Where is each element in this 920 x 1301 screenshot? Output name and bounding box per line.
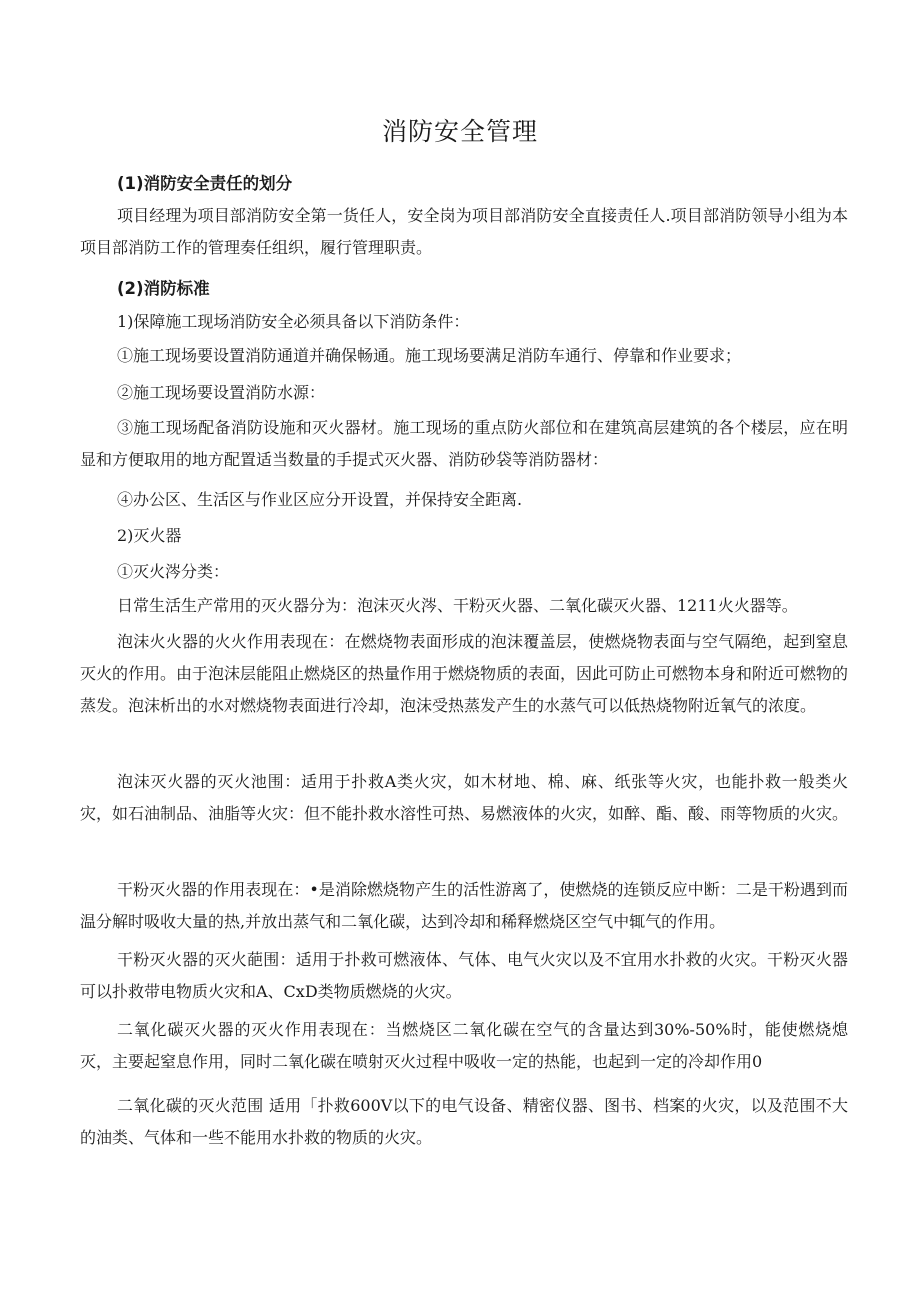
paragraph-powder-scope: 干粉灭火器的灭火葩围：适用于扑救可燃液体、气体、电气火灾以及不宜用水扑救的火灾。干粉灭火器可以扑救带电物质火灾和A、CxD类物质燃烧的火灾。 bbox=[80, 950, 848, 1001]
section-heading-standards: (2)消防标准 bbox=[117, 279, 210, 298]
condition-item-1: ①施工现场要设置消防通道并确保畅通。施工现场要满足消防车通行、停靠和作业要求； bbox=[117, 346, 742, 365]
paragraph-foam-scope: 泡沫灭火器的灭火池围：适用于扑救A类火灾，如木材地、棉、麻、纸张等火灾，也能扑救一般类火灾，如石油制品、油脂等火灾：但不能扑救水溶性可热、易燃液体的火灾，如醉、酯、酸、雨等物质的火灾。 bbox=[80, 772, 849, 823]
paragraph-powder-effect: 干粉灭火器的作用表现在：•是消除燃烧物产生的活性游离了，使燃烧的连锁反应中断：二是干粉遇到而温分解时吸收大量的热,并放出蒸气和二氧化碳，达到冷却和稀释燃烧区空气中辄气的作用。 bbox=[80, 880, 848, 931]
condition-item-3: ③施工现场配备消防设施和灭火器材。施工现场的重点防火部位和在建筑高层建筑的各个楼层，应在明显和方便取用的地方配置适当数量的手提式灭火器、消防砂袋等消防器材： bbox=[80, 418, 848, 469]
paragraph-foam-effect: 泡沫火火器的火火作用表现在：在燃烧物表面形成的泡沫覆盖层，使燃烧物表面与空气隔绝，起到窒息灭火的作用。由于泡沫层能阻止燃烧区的热量作用于燃烧物质的表面，因此可防止可燃物本身和附近可燃物的蒸发。泡沫析出的水对燃烧物表面进行冷却，泡沫受热蒸发产生的水蒸气可以低热烧物附近氧气的浓度。 bbox=[80, 632, 849, 715]
classification-heading: ①灭火涔分类： bbox=[117, 562, 230, 581]
condition-item-4: ④办公区、生活区与作业区应分开设置，并保持安全距离. bbox=[117, 490, 523, 509]
condition-item-2: ②施工现场要设置消防水源： bbox=[117, 383, 326, 402]
subsection-heading-extinguisher: 2)灭火器 bbox=[117, 526, 182, 545]
page-title: 消防安全管理 bbox=[381, 117, 538, 146]
paragraph-co2-scope: 二氧化碳的灭火范围 适用「扑救600V以下的电气设备、精密仪器、图书、档案的火灾，以及范围不大的油类、气体和一些不能用水扑救的物质的火灾。 bbox=[80, 1096, 848, 1147]
paragraph-co2-effect: 二氧化碳灭火器的灭火作用表现在：当燃烧区二氧化碳在空气的含量达到30%-50%时，能使燃烧熄灭，主要起窒息作用，同时二氧化碳在喷射灭火过程中吸收一定的热能，也起到一定的冷却作用0 bbox=[80, 1020, 848, 1071]
paragraph-responsibility: 项目经理为项目部消防安全第一货任人，安全岗为项目部消防安全直接责任人.项目部消防领导小组为本项目部消防工作的管理奏任组织，履行管理职责。 bbox=[80, 206, 848, 257]
paragraph-extinguisher-types: 日常生活生产常用的灭火器分为：泡沫灭火涔、干粉灭火器、二氧化碳灭火器、1211火火器等。 bbox=[117, 596, 798, 615]
subsection-heading-conditions: 1)保障施工现场消防安全必须具备以下消防条件： bbox=[117, 312, 470, 331]
section-heading-responsibility: (1)消防安全责任的划分 bbox=[117, 174, 293, 193]
